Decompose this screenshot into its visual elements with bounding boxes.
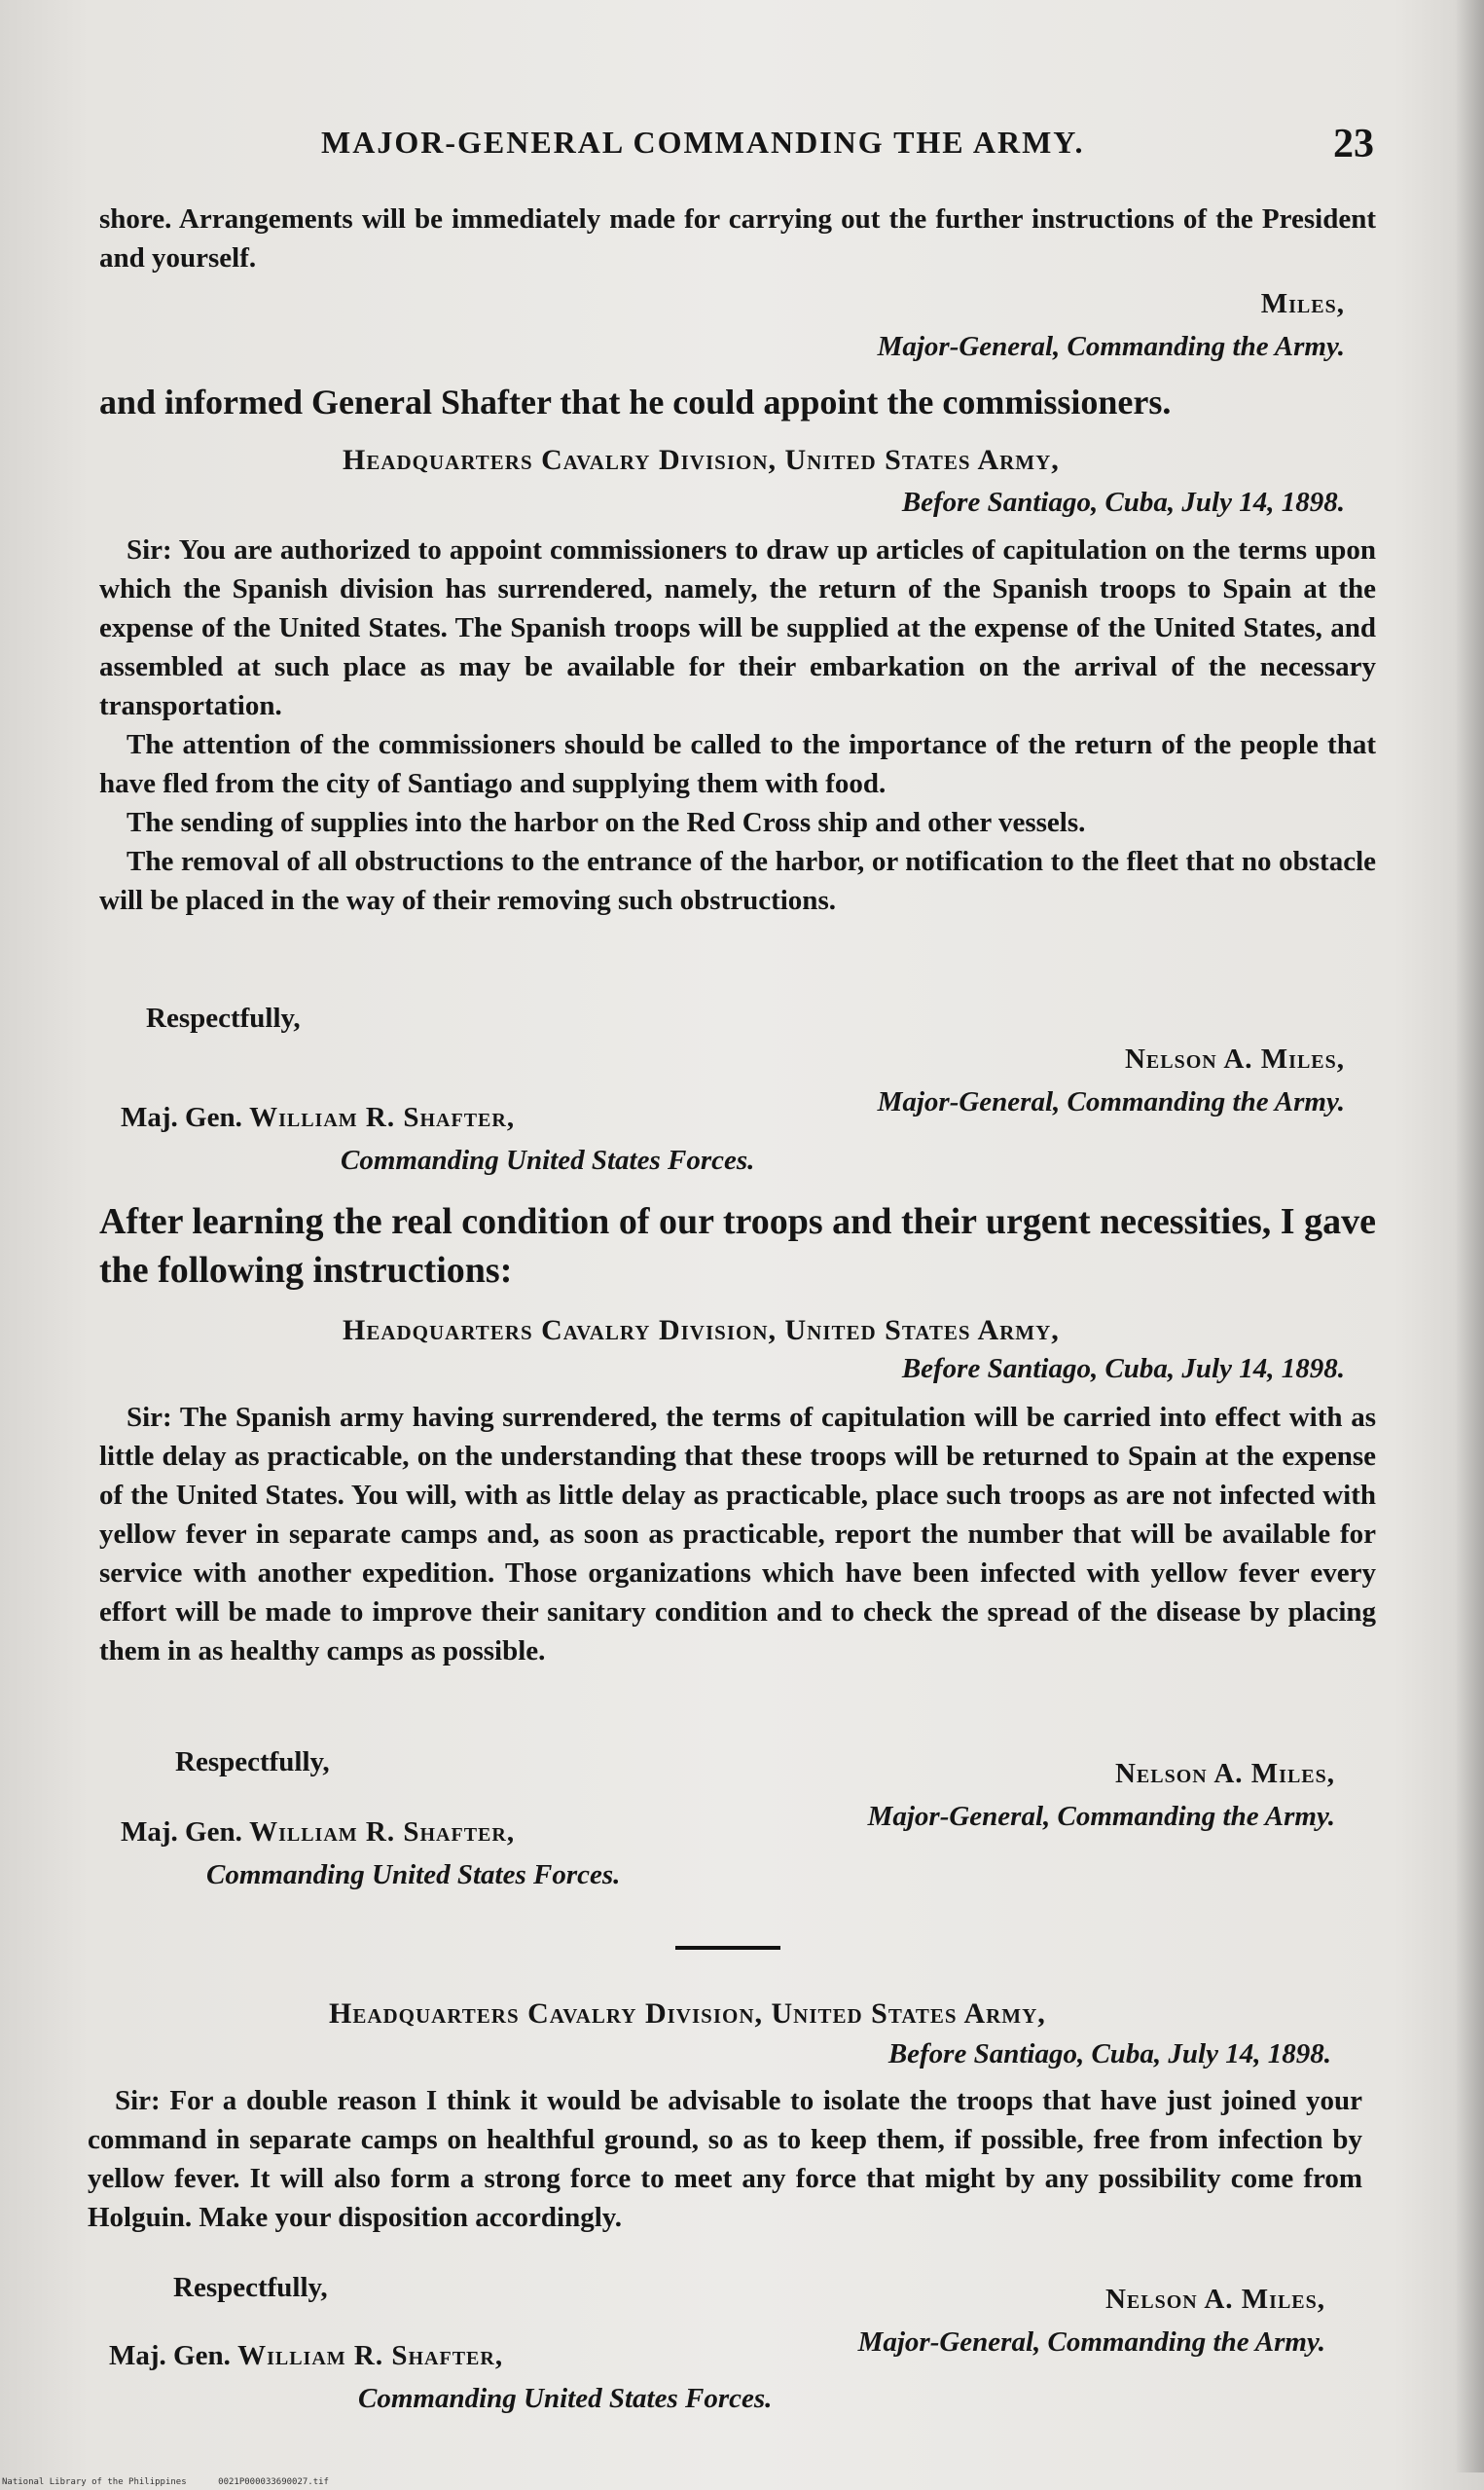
letter-2-dateline: Before Santiago, Cuba, July 14, 1898. bbox=[901, 1353, 1345, 1384]
addressee-name: William R. Shafter, bbox=[237, 2340, 504, 2371]
letter-1-paragraph: The sending of supplies into the harbor on the Red Cross ship and other vessels. bbox=[127, 807, 1086, 838]
running-title: MAJOR-GENERAL COMMANDING THE ARMY. bbox=[321, 125, 1085, 160]
letter-1-paragraph: The removal of all obstructions to the entrance of the harbor, or notification to the fleet that no obstacle will be placed in the way of their removing such obstructions. bbox=[99, 846, 1376, 916]
top-signature bbox=[778, 282, 1345, 368]
narrative-1: and informed General Shafter that he could appoint the commissioners. bbox=[99, 383, 1172, 421]
continuation-paragraph: shore. Arrangements will be immediately made for carrying out the further instructions of the President and yourself. bbox=[99, 203, 1376, 274]
signature-name: Nelson A. Miles, bbox=[1114, 1758, 1335, 1789]
section-divider bbox=[675, 1946, 780, 1950]
letter-1-headquarters: Headquarters Cavalry Division, United States Army, bbox=[343, 444, 1060, 476]
letter-3-addressee-title: Commanding United States Forces. bbox=[358, 2383, 773, 2414]
footer-file-id: 0021P000033690027.tif bbox=[218, 2477, 329, 2487]
narrative-2: After learning the real condition of our troops and their urgent necessities, I gave the following instructions: bbox=[99, 1201, 1376, 1291]
letter-1-paragraph: The attention of the commissioners should be called to the importance of the return of the people that have fled from the city of Santiago and supplying them with food. bbox=[99, 729, 1376, 799]
page-edge-shadow bbox=[1455, 0, 1484, 2472]
addressee-prefix: Maj. Gen. bbox=[121, 1816, 242, 1848]
addressee-prefix: Maj. Gen. bbox=[109, 2340, 231, 2371]
signature-title: Major-General, Commanding the Army. bbox=[867, 1801, 1335, 1832]
letter-3-addressee bbox=[109, 2340, 503, 2372]
addressee-prefix: Maj. Gen. bbox=[121, 1102, 242, 1133]
letter-2-addressee bbox=[121, 1816, 515, 1849]
signature-title: Major-General, Commanding the Army. bbox=[857, 2326, 1325, 2358]
signature-name: Nelson A. Miles, bbox=[1104, 2284, 1325, 2315]
letter-2-closing: Respectfully, bbox=[175, 1746, 330, 1777]
signature-name: Miles, bbox=[1260, 288, 1345, 319]
letter-3-dateline: Before Santiago, Cuba, July 14, 1898. bbox=[887, 2038, 1331, 2069]
letter-2-headquarters: Headquarters Cavalry Division, United States Army, bbox=[343, 1314, 1060, 1346]
letter-2-paragraph: Sir: The Spanish army having surrendered, the terms of capitulation will be carried into effect with as little delay as practicable, on the understanding that these troops will be returned to Spain at the expense of the United States. You will, with as little delay as practicable, place such troops as are not infected with yellow fever in separate camps and, as soon as practicable, report the number that will be available for service with another expedition. Those organizations which have been infected with yellow fever every effort will be made to improve their sanitary condition and to check the spread of the disease by placing them in as healthy camps as possible. bbox=[99, 1402, 1376, 1666]
signature-name: Nelson A. Miles, bbox=[1124, 1044, 1345, 1075]
page-number: 23 bbox=[1333, 122, 1374, 166]
addressee-name: William R. Shafter, bbox=[249, 1816, 516, 1848]
letter-3-signature bbox=[671, 2278, 1325, 2363]
letter-2-addressee-title: Commanding United States Forces. bbox=[206, 1859, 621, 1890]
addressee-name: William R. Shafter, bbox=[249, 1102, 516, 1133]
footer-library: National Library of the Philippines bbox=[2, 2477, 187, 2487]
signature-title: Major-General, Commanding the Army. bbox=[877, 1086, 1345, 1117]
letter-1-dateline: Before Santiago, Cuba, July 14, 1898. bbox=[901, 487, 1345, 518]
letter-1-signature bbox=[681, 1038, 1345, 1123]
signature-title: Major-General, Commanding the Army. bbox=[877, 331, 1345, 362]
letter-1-paragraph: Sir: You are authorized to appoint commissioners to draw up articles of capitulation on the terms upon which the Spanish division has surrendered, namely, the return of the Spanish troops to Spain at the expense of the United States. The Spanish troops will be supplied at the expense of the United States, and assembled at such place as may be available for their embarkation on the arrival of the necessary transportation. bbox=[99, 534, 1376, 721]
letter-1-closing: Respectfully, bbox=[146, 1003, 301, 1034]
letter-1-addressee bbox=[121, 1102, 515, 1134]
scan-footer bbox=[2, 2477, 329, 2487]
letter-1-body bbox=[99, 531, 1376, 920]
letter-3-closing: Respectfully, bbox=[173, 2272, 328, 2303]
letter-2-signature bbox=[681, 1752, 1335, 1838]
letter-1-addressee-title: Commanding United States Forces. bbox=[341, 1145, 755, 1176]
letter-3-headquarters: Headquarters Cavalry Division, United States Army, bbox=[329, 1997, 1046, 2030]
letter-3-paragraph: Sir: For a double reason I think it would be advisable to isolate the troops that have just joined your command in separate camps on healthful ground, so as to keep them, if possible, free from infection by yellow fever. It will also form a strong force to meet any force that might by any possibility come from Holguin. Make your disposition accordingly. bbox=[88, 2085, 1362, 2233]
